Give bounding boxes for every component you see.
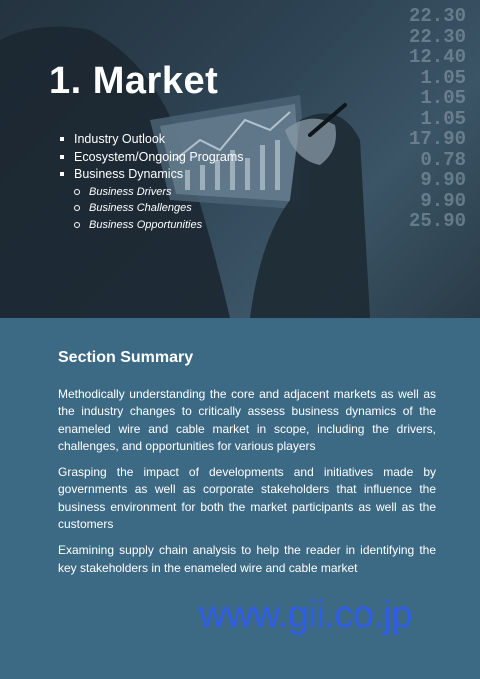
section-title: 1. Market: [49, 60, 219, 102]
toc-subitem-business-challenges: Business Challenges: [58, 200, 244, 217]
toc-item-industry-outlook: Industry Outlook: [58, 131, 244, 149]
summary-paragraph-3: Examining supply chain analysis to help the reader in identifying the key stakeholders in the enameled wire and cable market: [58, 543, 436, 575]
summary-paragraphs: [58, 386, 436, 586]
summary-paragraph-2: Grasping the impact of developments and initiatives made by governments as well as corporate stakeholders that influence the business environment for both the market participants as well as the customers: [58, 465, 436, 532]
toc-subitem-business-drivers: Business Drivers: [58, 184, 244, 201]
gii-watermark: www.gii.co.jp: [199, 594, 413, 636]
toc-item-business-dynamics: Business Dynamics: [58, 166, 244, 184]
table-of-contents: [58, 131, 244, 233]
hero-banner: [0, 0, 480, 318]
toc-subitem-business-opportunities: Business Opportunities: [58, 217, 244, 234]
summary-title: Section Summary: [58, 349, 194, 366]
stock-ticker-numbers: 22.30 22.30 12.40 1.05 1.05 1.05 17.90 0.78 9.90 9.90 25.90: [408, 5, 466, 232]
summary-paragraph-1: Methodically understanding the core and adjacent markets as well as the industry changes to critically assess business dynamics of the enameled wire and cable market in scope, including the drivers, challenges, and opportunities for various players: [58, 387, 436, 453]
toc-item-ecosystem: Ecosystem/Ongoing Programs: [58, 149, 244, 167]
